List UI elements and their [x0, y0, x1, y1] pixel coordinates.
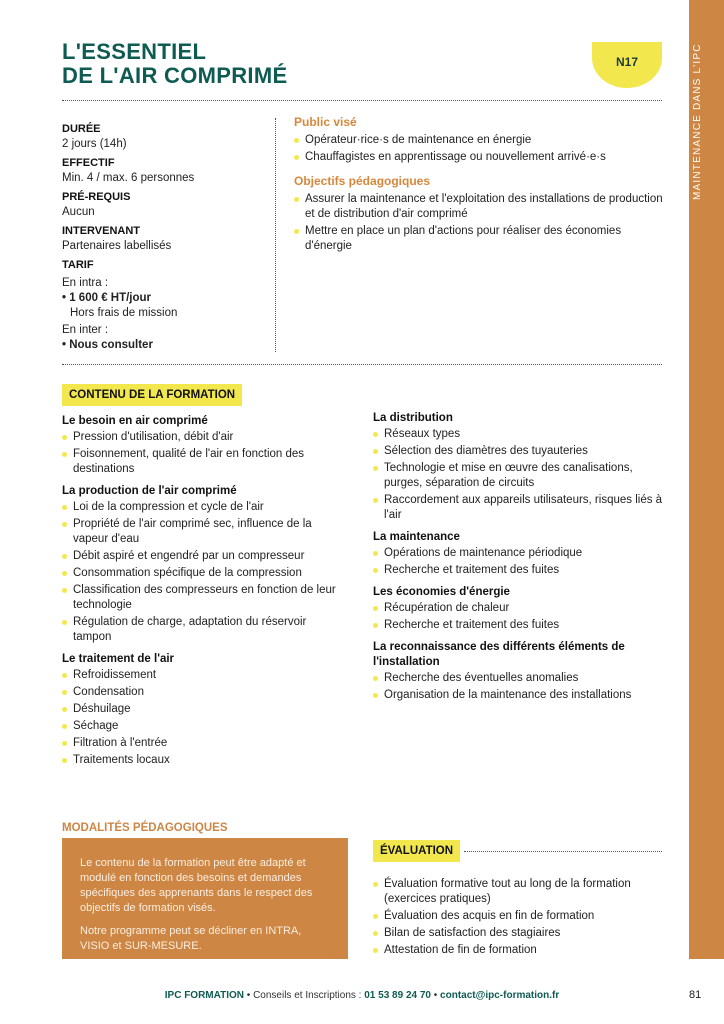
divider	[275, 118, 276, 352]
list-item: Raccordement aux appareils utilisateurs, risques liés à l'air	[373, 493, 663, 523]
list-item: Loi de la compression et cycle de l'air	[62, 500, 347, 515]
list-item: Bilan de satisfaction des stagiaires	[373, 926, 663, 941]
text: Le contenu de la formation peut être adapté et modulé en fonction des besoins et demandes spécifiques des apprenants dans le respect des objectifs de formation visés.	[80, 857, 313, 914]
list-item: Assurer la maintenance et l'exploitation des installations de production et de distribution d'air comprimé	[294, 192, 664, 222]
value: 2 jours (14h)	[62, 138, 127, 150]
list-item: Recherche et traitement des fuites	[373, 618, 663, 633]
value: Min. 4 / max. 6 personnes	[62, 172, 195, 184]
label: DURÉE	[62, 123, 101, 135]
list-item: Mettre en place un plan d'actions pour réaliser des économies d'énergie	[294, 224, 664, 254]
modalites-box	[62, 838, 348, 959]
footer-text: Conseils et Inscriptions :	[253, 990, 365, 1001]
course-code-badge: N17	[592, 42, 662, 88]
list-item: Récupération de chaleur	[373, 601, 663, 616]
value: En inter :	[62, 324, 109, 336]
label: PRÉ-REQUIS	[62, 191, 131, 203]
text: Notre programme peut se décliner en INTRA, VISIO et SUR-MESURE.	[80, 925, 302, 952]
list-item: Condensation	[62, 685, 347, 700]
list-item: Opérateur·rice·s de maintenance en énergie	[294, 133, 664, 148]
section-heading: Les économies d'énergie	[373, 586, 510, 598]
evaluation-tag: ÉVALUATION	[373, 840, 460, 862]
heading: Objectifs pédagogiques	[294, 174, 431, 188]
phone[interactable]: 01 53 89 24 70	[364, 990, 431, 1001]
page-number: 81	[689, 989, 702, 1001]
sep: •	[430, 990, 441, 1001]
email-link[interactable]: contact@ipc-formation.fr	[440, 990, 560, 1001]
value: Hors frais de mission	[70, 307, 178, 319]
heading: Public visé	[294, 115, 357, 129]
content-tag: CONTENU DE LA FORMATION	[62, 384, 242, 406]
value: Aucun	[62, 206, 95, 218]
divider	[464, 851, 662, 852]
list-item: Classification des compresseurs en fonction de leur technologie	[62, 583, 347, 613]
section-heading: La reconnaissance des différents éléments de l'installation	[373, 641, 625, 668]
list-item: Débit aspiré et engendré par un compresseur	[62, 549, 347, 564]
content-right	[373, 411, 663, 705]
title-line: DE L'AIR COMPRIMÉ	[62, 63, 288, 88]
label: TARIF	[62, 259, 94, 271]
list-item: Recherche des éventuelles anomalies	[373, 671, 663, 686]
list-item: Attestation de fin de formation	[373, 943, 663, 958]
section-sidebar	[689, 0, 724, 959]
list-item: Séchage	[62, 719, 347, 734]
evaluation-list	[373, 876, 663, 960]
course-info	[62, 118, 267, 353]
title-line: L'ESSENTIEL	[62, 39, 207, 64]
content-left	[62, 414, 347, 770]
list-item: Organisation de la maintenance des installations	[373, 688, 663, 703]
label: EFFECTIF	[62, 157, 115, 169]
list-item: Filtration à l'entrée	[62, 736, 347, 751]
value: Partenaires labellisés	[62, 240, 172, 252]
list-item: Chauffagistes en apprentissage ou nouvellement arrivé·e·s	[294, 150, 664, 165]
list-item: Opérations de maintenance périodique	[373, 546, 663, 561]
list-item: Réseaux types	[373, 427, 663, 442]
list-item: Traitements locaux	[62, 753, 347, 768]
audience-objectives	[294, 113, 664, 256]
list-item: Pression d'utilisation, débit d'air	[62, 430, 347, 445]
sep: •	[244, 990, 254, 1001]
brand: IPC FORMATION	[164, 990, 245, 1001]
modalites-heading: MODALITÉS PÉDAGOGIQUES	[62, 822, 228, 834]
section-label: MAINTENANCE DANS L'IPC	[692, 43, 703, 200]
section-heading: Le traitement de l'air	[62, 653, 175, 665]
value: • Nous consulter	[62, 339, 153, 351]
list-item: Évaluation des acquis en fin de formation	[373, 909, 663, 924]
divider	[62, 100, 662, 101]
list-item: Déshuilage	[62, 702, 347, 717]
list-item: Propriété de l'air comprimé sec, influence de la vapeur d'eau	[62, 517, 347, 547]
section-heading: Le besoin en air comprimé	[62, 415, 208, 427]
section-heading: La production de l'air comprimé	[62, 485, 237, 497]
divider	[62, 364, 662, 365]
value: • 1 600 € HT/jour	[62, 292, 152, 304]
list-item: Refroidissement	[62, 668, 347, 683]
list-item: Technologie et mise en œuvre des canalisations, purges, séparation de circuits	[373, 461, 663, 491]
list-item: Foisonnement, qualité de l'air en fonction des destinations	[62, 447, 347, 477]
list-item: Sélection des diamètres des tuyauteries	[373, 444, 663, 459]
page-title	[62, 40, 287, 88]
section-heading: La distribution	[373, 412, 453, 424]
list-item: Recherche et traitement des fuites	[373, 563, 663, 578]
label: INTERVENANT	[62, 225, 141, 237]
footer	[0, 990, 724, 1001]
list-item: Consommation spécifique de la compression	[62, 566, 347, 581]
list-item: Évaluation formative tout au long de la formation (exercices pratiques)	[373, 877, 663, 907]
section-heading: La maintenance	[373, 531, 460, 543]
list-item: Régulation de charge, adaptation du réservoir tampon	[62, 615, 347, 645]
value: En intra :	[62, 277, 109, 289]
